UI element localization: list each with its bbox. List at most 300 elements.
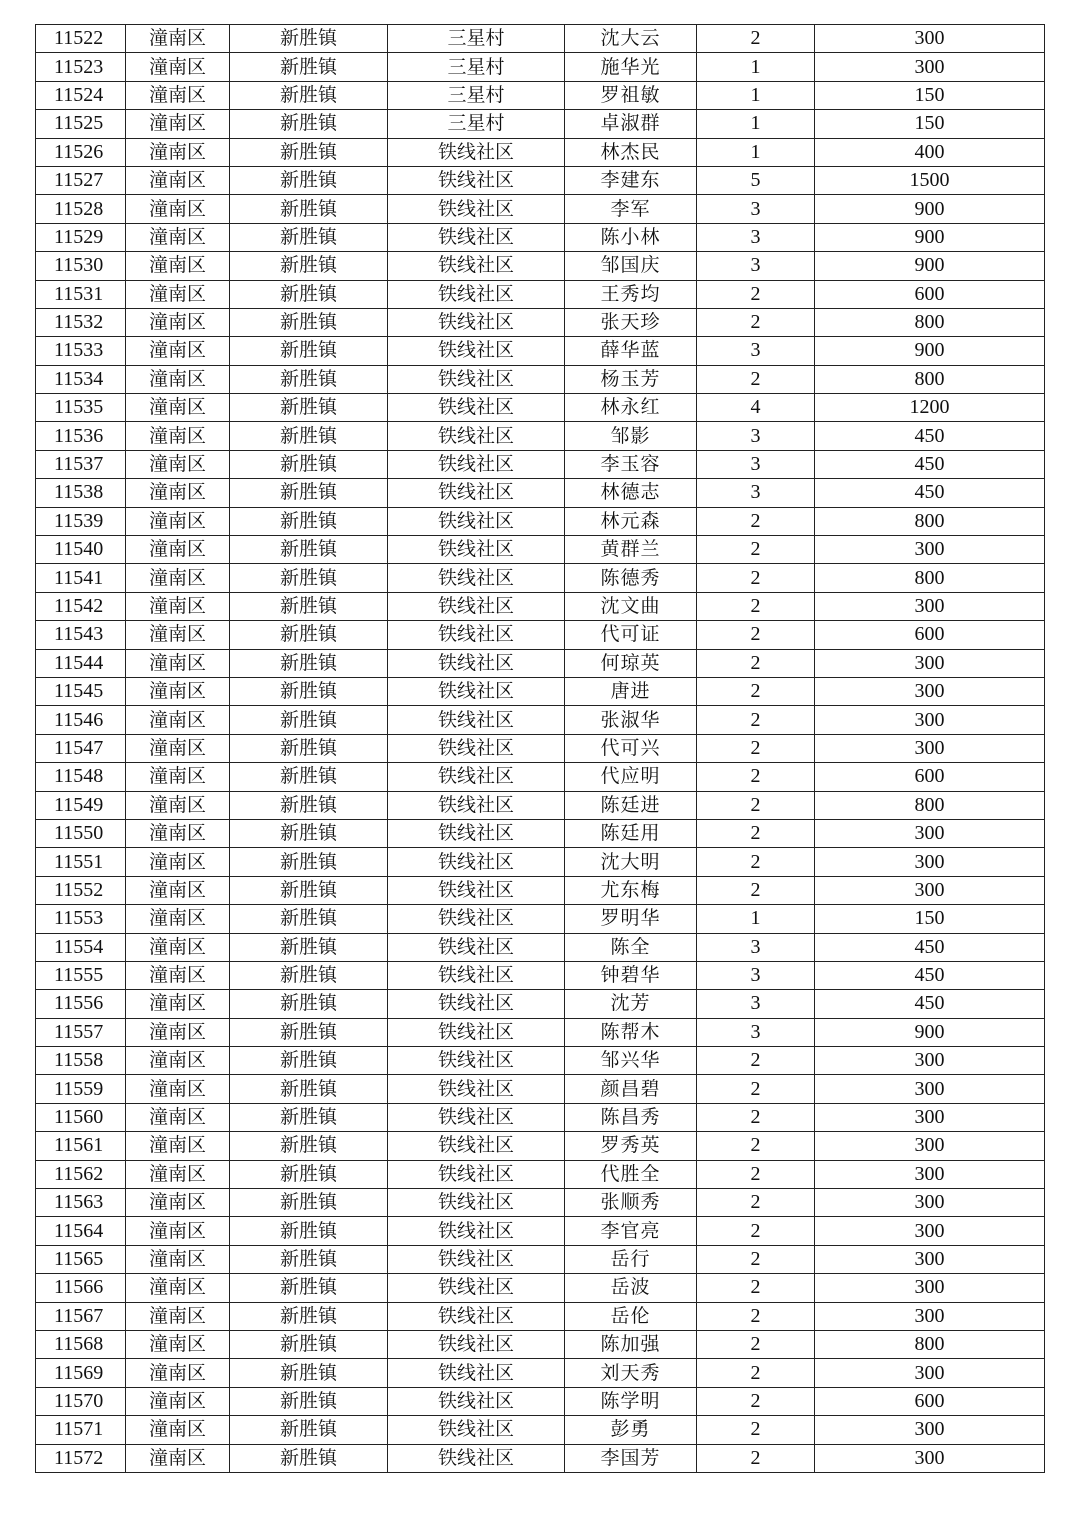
table-row <box>36 905 1045 933</box>
count-cell: 3 <box>697 252 815 280</box>
serial-number-cell: 11523 <box>36 53 126 81</box>
table-row <box>36 110 1045 138</box>
amount-cell: 150 <box>815 81 1045 109</box>
table-row <box>36 1302 1045 1330</box>
amount-cell: 300 <box>815 1132 1045 1160</box>
amount-cell: 300 <box>815 706 1045 734</box>
name-cell: 彭勇 <box>565 1416 697 1444</box>
amount-cell: 1200 <box>815 394 1045 422</box>
town-cell: 新胜镇 <box>230 1047 388 1075</box>
serial-number-cell: 11533 <box>36 337 126 365</box>
village-cell: 铁线社区 <box>388 252 565 280</box>
village-cell: 铁线社区 <box>388 621 565 649</box>
district-cell: 潼南区 <box>126 450 230 478</box>
district-cell: 潼南区 <box>126 1047 230 1075</box>
serial-number-cell: 11568 <box>36 1330 126 1358</box>
serial-number-cell: 11567 <box>36 1302 126 1330</box>
table-row <box>36 819 1045 847</box>
name-cell: 陈廷进 <box>565 791 697 819</box>
count-cell: 2 <box>697 1359 815 1387</box>
village-cell: 铁线社区 <box>388 337 565 365</box>
town-cell: 新胜镇 <box>230 1416 388 1444</box>
town-cell: 新胜镇 <box>230 365 388 393</box>
name-cell: 钟碧华 <box>565 961 697 989</box>
village-cell: 铁线社区 <box>388 990 565 1018</box>
count-cell: 2 <box>697 1330 815 1358</box>
name-cell: 沈大明 <box>565 848 697 876</box>
table-row <box>36 734 1045 762</box>
amount-cell: 800 <box>815 564 1045 592</box>
count-cell: 2 <box>697 365 815 393</box>
amount-cell: 300 <box>815 1274 1045 1302</box>
name-cell: 代胜全 <box>565 1160 697 1188</box>
table-row <box>36 280 1045 308</box>
village-cell: 铁线社区 <box>388 1444 565 1472</box>
name-cell: 陈昌秀 <box>565 1103 697 1131</box>
table-row <box>36 394 1045 422</box>
district-cell: 潼南区 <box>126 81 230 109</box>
serial-number-cell: 11545 <box>36 677 126 705</box>
serial-number-cell: 11552 <box>36 876 126 904</box>
village-cell: 铁线社区 <box>388 819 565 847</box>
village-cell: 三星村 <box>388 110 565 138</box>
name-cell: 陈廷用 <box>565 819 697 847</box>
town-cell: 新胜镇 <box>230 536 388 564</box>
district-cell: 潼南区 <box>126 479 230 507</box>
serial-number-cell: 11572 <box>36 1444 126 1472</box>
amount-cell: 300 <box>815 876 1045 904</box>
district-cell: 潼南区 <box>126 25 230 53</box>
district-cell: 潼南区 <box>126 53 230 81</box>
name-cell: 颜昌碧 <box>565 1075 697 1103</box>
count-cell: 3 <box>697 195 815 223</box>
town-cell: 新胜镇 <box>230 422 388 450</box>
serial-number-cell: 11542 <box>36 592 126 620</box>
district-cell: 潼南区 <box>126 1302 230 1330</box>
district-cell: 潼南区 <box>126 990 230 1018</box>
count-cell: 2 <box>697 25 815 53</box>
village-cell: 铁线社区 <box>388 677 565 705</box>
serial-number-cell: 11530 <box>36 252 126 280</box>
count-cell: 2 <box>697 1189 815 1217</box>
amount-cell: 300 <box>815 1160 1045 1188</box>
village-cell: 铁线社区 <box>388 1217 565 1245</box>
count-cell: 3 <box>697 422 815 450</box>
village-cell: 铁线社区 <box>388 791 565 819</box>
district-cell: 潼南区 <box>126 1330 230 1358</box>
amount-cell: 600 <box>815 621 1045 649</box>
serial-number-cell: 11539 <box>36 507 126 535</box>
village-cell: 铁线社区 <box>388 961 565 989</box>
name-cell: 王秀均 <box>565 280 697 308</box>
village-cell: 铁线社区 <box>388 536 565 564</box>
name-cell: 邹兴华 <box>565 1047 697 1075</box>
count-cell: 2 <box>697 1075 815 1103</box>
name-cell: 李建东 <box>565 166 697 194</box>
amount-cell: 1500 <box>815 166 1045 194</box>
table-row <box>36 450 1045 478</box>
serial-number-cell: 11559 <box>36 1075 126 1103</box>
amount-cell: 600 <box>815 763 1045 791</box>
amount-cell: 300 <box>815 1189 1045 1217</box>
count-cell: 3 <box>697 990 815 1018</box>
amount-cell: 900 <box>815 252 1045 280</box>
amount-cell: 900 <box>815 195 1045 223</box>
count-cell: 2 <box>697 1416 815 1444</box>
name-cell: 张淑华 <box>565 706 697 734</box>
serial-number-cell: 11560 <box>36 1103 126 1131</box>
serial-number-cell: 11526 <box>36 138 126 166</box>
town-cell: 新胜镇 <box>230 819 388 847</box>
amount-cell: 900 <box>815 223 1045 251</box>
table-row <box>36 81 1045 109</box>
serial-number-cell: 11551 <box>36 848 126 876</box>
table-row <box>36 1387 1045 1415</box>
count-cell: 2 <box>697 1103 815 1131</box>
name-cell: 刘天秀 <box>565 1359 697 1387</box>
village-cell: 铁线社区 <box>388 1075 565 1103</box>
district-cell: 潼南区 <box>126 138 230 166</box>
town-cell: 新胜镇 <box>230 252 388 280</box>
name-cell: 沈文曲 <box>565 592 697 620</box>
amount-cell: 900 <box>815 1018 1045 1046</box>
table-row <box>36 621 1045 649</box>
name-cell: 邹国庆 <box>565 252 697 280</box>
amount-cell: 300 <box>815 592 1045 620</box>
table-row <box>36 1047 1045 1075</box>
village-cell: 铁线社区 <box>388 592 565 620</box>
town-cell: 新胜镇 <box>230 649 388 677</box>
name-cell: 邹影 <box>565 422 697 450</box>
town-cell: 新胜镇 <box>230 791 388 819</box>
town-cell: 新胜镇 <box>230 933 388 961</box>
table-row <box>36 1274 1045 1302</box>
count-cell: 3 <box>697 1018 815 1046</box>
table-row <box>36 1330 1045 1358</box>
district-cell: 潼南区 <box>126 1075 230 1103</box>
serial-number-cell: 11550 <box>36 819 126 847</box>
village-cell: 铁线社区 <box>388 905 565 933</box>
village-cell: 铁线社区 <box>388 138 565 166</box>
amount-cell: 150 <box>815 905 1045 933</box>
district-cell: 潼南区 <box>126 706 230 734</box>
count-cell: 2 <box>697 1387 815 1415</box>
serial-number-cell: 11527 <box>36 166 126 194</box>
amount-cell: 300 <box>815 1359 1045 1387</box>
town-cell: 新胜镇 <box>230 592 388 620</box>
town-cell: 新胜镇 <box>230 1132 388 1160</box>
serial-number-cell: 11546 <box>36 706 126 734</box>
town-cell: 新胜镇 <box>230 677 388 705</box>
serial-number-cell: 11524 <box>36 81 126 109</box>
count-cell: 2 <box>697 763 815 791</box>
serial-number-cell: 11534 <box>36 365 126 393</box>
serial-number-cell: 11541 <box>36 564 126 592</box>
count-cell: 2 <box>697 706 815 734</box>
town-cell: 新胜镇 <box>230 138 388 166</box>
table-row <box>36 1245 1045 1273</box>
name-cell: 林杰民 <box>565 138 697 166</box>
town-cell: 新胜镇 <box>230 1302 388 1330</box>
amount-cell: 450 <box>815 450 1045 478</box>
serial-number-cell: 11537 <box>36 450 126 478</box>
town-cell: 新胜镇 <box>230 1359 388 1387</box>
table-row <box>36 1416 1045 1444</box>
amount-cell: 800 <box>815 308 1045 336</box>
amount-cell: 300 <box>815 1103 1045 1131</box>
village-cell: 铁线社区 <box>388 1302 565 1330</box>
count-cell: 3 <box>697 479 815 507</box>
amount-cell: 800 <box>815 507 1045 535</box>
count-cell: 2 <box>697 1217 815 1245</box>
district-cell: 潼南区 <box>126 961 230 989</box>
amount-cell: 300 <box>815 677 1045 705</box>
town-cell: 新胜镇 <box>230 53 388 81</box>
district-cell: 潼南区 <box>126 592 230 620</box>
serial-number-cell: 11547 <box>36 734 126 762</box>
amount-cell: 450 <box>815 933 1045 961</box>
serial-number-cell: 11536 <box>36 422 126 450</box>
name-cell: 代应明 <box>565 763 697 791</box>
town-cell: 新胜镇 <box>230 450 388 478</box>
count-cell: 2 <box>697 1302 815 1330</box>
amount-cell: 300 <box>815 1047 1045 1075</box>
district-cell: 潼南区 <box>126 1189 230 1217</box>
village-cell: 铁线社区 <box>388 365 565 393</box>
serial-number-cell: 11549 <box>36 791 126 819</box>
district-cell: 潼南区 <box>126 166 230 194</box>
district-cell: 潼南区 <box>126 536 230 564</box>
district-cell: 潼南区 <box>126 791 230 819</box>
amount-cell: 800 <box>815 365 1045 393</box>
village-cell: 铁线社区 <box>388 450 565 478</box>
count-cell: 2 <box>697 1047 815 1075</box>
serial-number-cell: 11532 <box>36 308 126 336</box>
village-cell: 铁线社区 <box>388 564 565 592</box>
name-cell: 李军 <box>565 195 697 223</box>
serial-number-cell: 11569 <box>36 1359 126 1387</box>
amount-cell: 600 <box>815 280 1045 308</box>
name-cell: 林德志 <box>565 479 697 507</box>
count-cell: 2 <box>697 507 815 535</box>
serial-number-cell: 11522 <box>36 25 126 53</box>
table-row <box>36 763 1045 791</box>
count-cell: 2 <box>697 734 815 762</box>
name-cell: 罗祖敏 <box>565 81 697 109</box>
serial-number-cell: 11535 <box>36 394 126 422</box>
table-row <box>36 1075 1045 1103</box>
name-cell: 卓淑群 <box>565 110 697 138</box>
village-cell: 铁线社区 <box>388 876 565 904</box>
district-cell: 潼南区 <box>126 110 230 138</box>
village-cell: 铁线社区 <box>388 1274 565 1302</box>
count-cell: 2 <box>697 876 815 904</box>
name-cell: 唐进 <box>565 677 697 705</box>
name-cell: 尤东梅 <box>565 876 697 904</box>
town-cell: 新胜镇 <box>230 1160 388 1188</box>
village-cell: 铁线社区 <box>388 308 565 336</box>
serial-number-cell: 11538 <box>36 479 126 507</box>
town-cell: 新胜镇 <box>230 564 388 592</box>
table-row <box>36 422 1045 450</box>
name-cell: 罗明华 <box>565 905 697 933</box>
table-row <box>36 649 1045 677</box>
district-cell: 潼南区 <box>126 1132 230 1160</box>
town-cell: 新胜镇 <box>230 1444 388 1472</box>
town-cell: 新胜镇 <box>230 280 388 308</box>
amount-cell: 300 <box>815 1416 1045 1444</box>
district-cell: 潼南区 <box>126 1359 230 1387</box>
data-table <box>35 24 1045 1473</box>
count-cell: 1 <box>697 138 815 166</box>
district-cell: 潼南区 <box>126 1160 230 1188</box>
name-cell: 罗秀英 <box>565 1132 697 1160</box>
name-cell: 黄群兰 <box>565 536 697 564</box>
district-cell: 潼南区 <box>126 734 230 762</box>
table-row <box>36 53 1045 81</box>
district-cell: 潼南区 <box>126 677 230 705</box>
town-cell: 新胜镇 <box>230 81 388 109</box>
serial-number-cell: 11529 <box>36 223 126 251</box>
count-cell: 2 <box>697 564 815 592</box>
amount-cell: 300 <box>815 1075 1045 1103</box>
serial-number-cell: 11553 <box>36 905 126 933</box>
count-cell: 2 <box>697 592 815 620</box>
amount-cell: 300 <box>815 1245 1045 1273</box>
town-cell: 新胜镇 <box>230 990 388 1018</box>
village-cell: 铁线社区 <box>388 1132 565 1160</box>
serial-number-cell: 11563 <box>36 1189 126 1217</box>
table-row <box>36 1018 1045 1046</box>
count-cell: 3 <box>697 223 815 251</box>
town-cell: 新胜镇 <box>230 1018 388 1046</box>
amount-cell: 450 <box>815 479 1045 507</box>
table-row <box>36 1132 1045 1160</box>
name-cell: 林元森 <box>565 507 697 535</box>
town-cell: 新胜镇 <box>230 706 388 734</box>
table-row <box>36 791 1045 819</box>
amount-cell: 300 <box>815 819 1045 847</box>
name-cell: 岳伦 <box>565 1302 697 1330</box>
name-cell: 陈加强 <box>565 1330 697 1358</box>
town-cell: 新胜镇 <box>230 1330 388 1358</box>
count-cell: 1 <box>697 905 815 933</box>
district-cell: 潼南区 <box>126 1416 230 1444</box>
district-cell: 潼南区 <box>126 337 230 365</box>
count-cell: 2 <box>697 621 815 649</box>
village-cell: 铁线社区 <box>388 1103 565 1131</box>
count-cell: 1 <box>697 110 815 138</box>
serial-number-cell: 11556 <box>36 990 126 1018</box>
amount-cell: 300 <box>815 734 1045 762</box>
serial-number-cell: 11557 <box>36 1018 126 1046</box>
table-row <box>36 195 1045 223</box>
district-cell: 潼南区 <box>126 1217 230 1245</box>
count-cell: 1 <box>697 81 815 109</box>
town-cell: 新胜镇 <box>230 621 388 649</box>
town-cell: 新胜镇 <box>230 961 388 989</box>
serial-number-cell: 11544 <box>36 649 126 677</box>
table-row <box>36 252 1045 280</box>
town-cell: 新胜镇 <box>230 905 388 933</box>
town-cell: 新胜镇 <box>230 734 388 762</box>
district-cell: 潼南区 <box>126 394 230 422</box>
count-cell: 2 <box>697 280 815 308</box>
table-body <box>36 25 1045 1473</box>
serial-number-cell: 11570 <box>36 1387 126 1415</box>
name-cell: 张顺秀 <box>565 1189 697 1217</box>
name-cell: 岳行 <box>565 1245 697 1273</box>
amount-cell: 800 <box>815 1330 1045 1358</box>
district-cell: 潼南区 <box>126 1274 230 1302</box>
count-cell: 2 <box>697 1274 815 1302</box>
village-cell: 铁线社区 <box>388 763 565 791</box>
count-cell: 2 <box>697 1444 815 1472</box>
amount-cell: 300 <box>815 649 1045 677</box>
amount-cell: 150 <box>815 110 1045 138</box>
table-row <box>36 507 1045 535</box>
town-cell: 新胜镇 <box>230 110 388 138</box>
town-cell: 新胜镇 <box>230 1245 388 1273</box>
serial-number-cell: 11571 <box>36 1416 126 1444</box>
district-cell: 潼南区 <box>126 1444 230 1472</box>
village-cell: 铁线社区 <box>388 1416 565 1444</box>
count-cell: 2 <box>697 1245 815 1273</box>
name-cell: 陈小林 <box>565 223 697 251</box>
serial-number-cell: 11562 <box>36 1160 126 1188</box>
town-cell: 新胜镇 <box>230 166 388 194</box>
district-cell: 潼南区 <box>126 649 230 677</box>
village-cell: 铁线社区 <box>388 280 565 308</box>
town-cell: 新胜镇 <box>230 223 388 251</box>
table-row <box>36 479 1045 507</box>
name-cell: 薛华蓝 <box>565 337 697 365</box>
table-row <box>36 1444 1045 1472</box>
village-cell: 铁线社区 <box>388 848 565 876</box>
amount-cell: 450 <box>815 422 1045 450</box>
town-cell: 新胜镇 <box>230 848 388 876</box>
amount-cell: 600 <box>815 1387 1045 1415</box>
village-cell: 铁线社区 <box>388 1189 565 1217</box>
district-cell: 潼南区 <box>126 1387 230 1415</box>
village-cell: 铁线社区 <box>388 1018 565 1046</box>
serial-number-cell: 11564 <box>36 1217 126 1245</box>
serial-number-cell: 11558 <box>36 1047 126 1075</box>
town-cell: 新胜镇 <box>230 337 388 365</box>
town-cell: 新胜镇 <box>230 507 388 535</box>
amount-cell: 300 <box>815 1217 1045 1245</box>
table-row <box>36 933 1045 961</box>
town-cell: 新胜镇 <box>230 1189 388 1217</box>
district-cell: 潼南区 <box>126 1018 230 1046</box>
count-cell: 2 <box>697 536 815 564</box>
serial-number-cell: 11528 <box>36 195 126 223</box>
district-cell: 潼南区 <box>126 763 230 791</box>
table-row <box>36 1359 1045 1387</box>
serial-number-cell: 11540 <box>36 536 126 564</box>
count-cell: 1 <box>697 53 815 81</box>
village-cell: 铁线社区 <box>388 1387 565 1415</box>
serial-number-cell: 11543 <box>36 621 126 649</box>
count-cell: 2 <box>697 649 815 677</box>
town-cell: 新胜镇 <box>230 1103 388 1131</box>
table-row <box>36 876 1045 904</box>
amount-cell: 900 <box>815 337 1045 365</box>
village-cell: 铁线社区 <box>388 706 565 734</box>
count-cell: 2 <box>697 791 815 819</box>
village-cell: 铁线社区 <box>388 422 565 450</box>
serial-number-cell: 11561 <box>36 1132 126 1160</box>
